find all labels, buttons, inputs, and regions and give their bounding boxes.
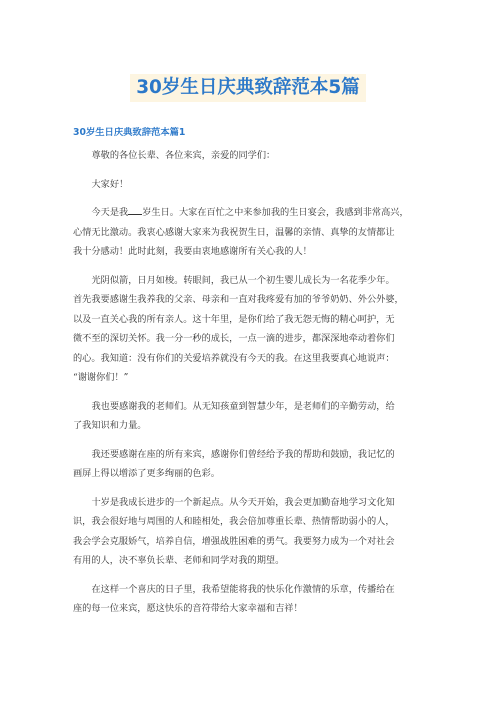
paragraph [73,146,427,166]
text-fragment: 岁生日。大家在百忙之中来参加我的生日宴会，我感到非常高兴， [142,207,409,218]
paragraph [73,271,427,388]
paragraph [73,493,427,571]
text-line: 座的每一位来宾，愿这快乐的音符带给大家幸福和吉祥！ [73,603,303,614]
text-line: 我会学会克服娇气，培养自信，增强战胜困难的勇气。我要努力成为一个对社会 [73,535,395,547]
section-heading: 30岁生日庆典致辞范本篇1 [73,127,186,138]
text-line: 大家好！ [91,178,129,190]
document-title: 30岁生日庆典致辞范本5篇 [130,74,366,102]
text-fragment: 今天是我 [91,207,129,218]
text-line: 光阴似箭，日月如梭。转眼间，我已从一个初生婴儿成长为一名花季少年。 [91,274,395,286]
text-line: 尊敬的各位长辈、各位来宾，亲爱的同学们： [91,150,276,161]
text-line: 我十分感动！此时此刻，我要由衷地感谢所有关心我的人！ [73,246,312,257]
text-line: 心情无比激动。我衷心感谢大家来为我祝贺生日，温馨的亲情、真挚的友情都让 [73,226,395,238]
paragraph [73,203,427,262]
text-line: 画屏上得以增添了更多绚丽的色彩。 [73,468,220,479]
text-line: 微不至的深切关怀。我一分一秒的成长，一点一滴的进步，都深深地牵动着你们 [73,333,395,344]
paragraph [73,175,427,195]
text-line-with-blank [73,203,427,223]
paragraph [73,397,427,436]
text-line: 我也要感谢我的老师们。从无知孩童到智慧少年，是老师们的辛勤劳动，给 [91,400,395,412]
paragraph [73,445,427,484]
title-wrap [0,74,496,102]
text-line: 首先我要感谢生我养我的父亲、母亲和一直对我疼爱有加的爷爷奶奶、外公外婆， [73,294,404,305]
text-line: 在这样一个喜庆的日子里，我希望能将我的快乐化作激情的乐章，传播给在 [91,583,395,595]
document-body [73,146,427,628]
text-line: 我还要感谢在座的所有来宾，感谢你们曾经给予我的帮助和鼓励，我记忆的 [91,448,395,460]
text-line: 识，我会很好地与周围的人和睦相处，我会倍加尊重长辈、热情帮助弱小的人， [73,516,395,527]
text-line: 十岁是我成长进步的一个新起点。从今天开始，我会更加勤奋地学习文化知 [91,496,395,508]
fill-in-blank [128,205,142,215]
text-line: “谢谢你们！” [73,372,129,383]
text-line: 以及一直关心我的所有亲人。这十年里，是你们给了我无怨无悔的精心呵护，无 [73,313,395,325]
paragraph [73,580,427,619]
text-line: 有用的人，决不辜负长辈、老师和同学对我的期望。 [73,555,285,566]
text-line: 了我知识和力量。 [73,420,147,431]
text-line: 的心。我知道：没有你们的关爱培养就没有今天的我。在这里我要真心地说声： [73,352,395,364]
